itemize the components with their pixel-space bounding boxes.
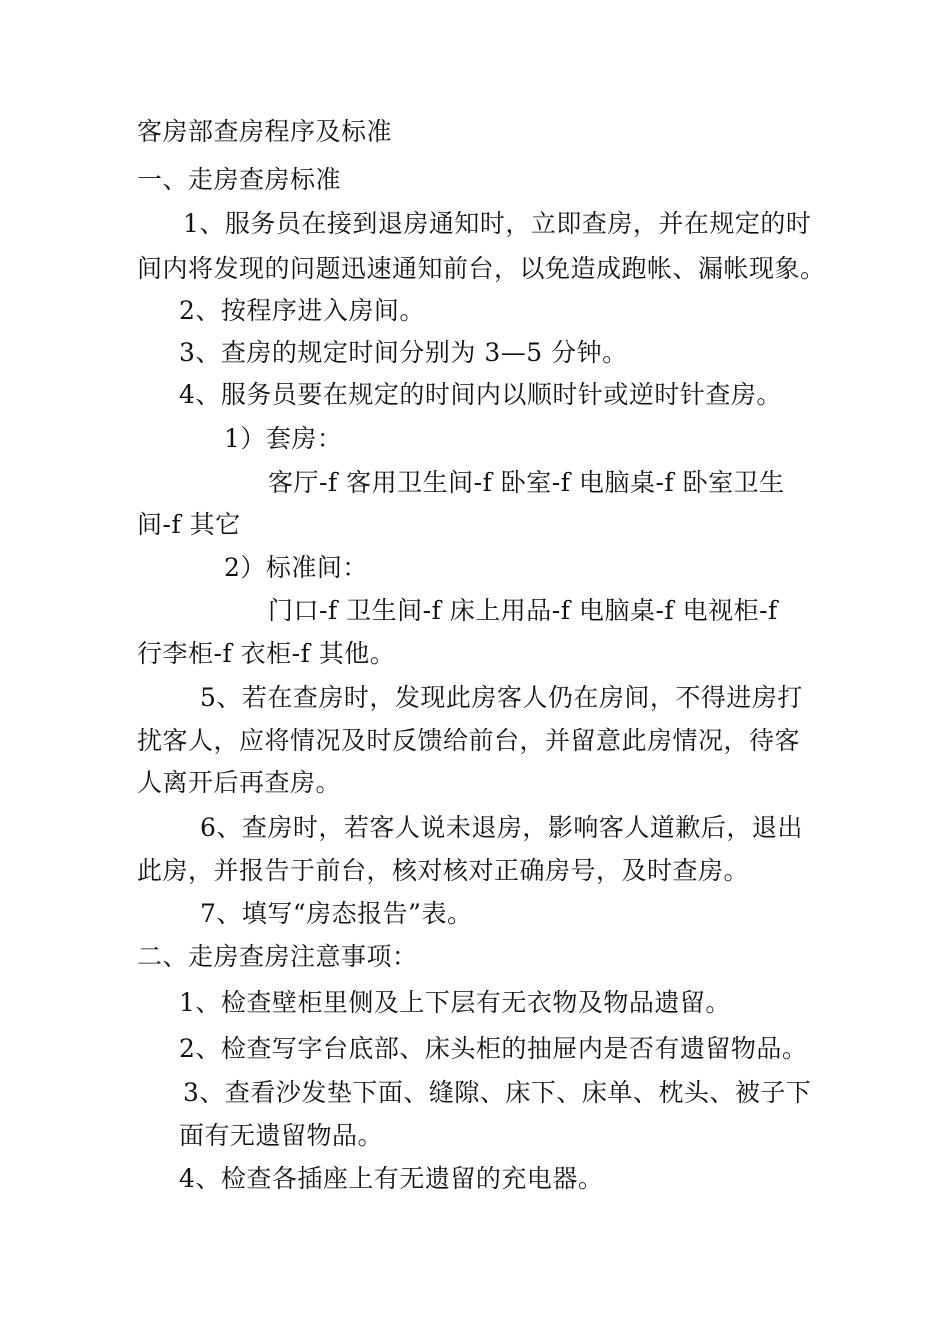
section2-heading: 二、走房查房注意事项： bbox=[137, 942, 418, 971]
section2-item4: 4、检查各插座上有无遗留的充电器。 bbox=[179, 1164, 604, 1193]
section1-item5-line1: 5、若在查房时，发现此房客人仍在房间，不得进房打 bbox=[200, 683, 803, 712]
section1-item5-line2: 扰客人，应将情况及时反馈给前台，并留意此房情况，待客 bbox=[137, 726, 801, 755]
section2-item3-line1: 3、查看沙发垫下面、缝隙、床下、床单、枕头、被子下 bbox=[183, 1078, 812, 1107]
section1-item1-line1: 1、服务员在接到退房通知时，立即查房，并在规定的时 bbox=[183, 209, 812, 238]
section1-item1-line2: 间内将发现的问题迅速通知前台，以免造成跑帐、漏帐现象。 bbox=[137, 254, 826, 283]
section1-sub1-label: 1）套房： bbox=[224, 424, 343, 453]
section1-item6-line1: 6、查房时，若客人说未退房，影响客人道歉后，退出 bbox=[200, 813, 803, 842]
section1-sub2-line1: 门口-f 卫生间-f 床上用品-f 电脑桌-f 电视柜-f bbox=[268, 596, 778, 625]
section1-sub1-line1: 客厅-f 客用卫生间-f 卧室-f 电脑桌-f 卧室卫生 bbox=[268, 468, 785, 497]
section1-item6-line2: 此房，并报告于前台，核对核对正确房号，及时查房。 bbox=[137, 856, 750, 885]
section1-item4: 4、服务员要在规定的时间内以顺时针或逆时针查房。 bbox=[179, 380, 782, 409]
section1-heading: 一、走房查房标准 bbox=[137, 165, 342, 194]
section1-item2: 2、按程序进入房间。 bbox=[179, 296, 425, 325]
section1-item3: 3、查房的规定时间分别为 3—5 分钟。 bbox=[179, 338, 628, 367]
section1-sub2-label: 2）标准间： bbox=[224, 553, 368, 582]
section1-sub2-line2: 行李柜-f 衣柜-f 其他。 bbox=[137, 639, 396, 668]
section2-item1: 1、检查壁柜里侧及上下层有无衣物及物品遗留。 bbox=[179, 988, 731, 1017]
section1-item5-line3: 人离开后再查房。 bbox=[137, 768, 342, 797]
section2-item2: 2、检查写字台底部、床头柜的抽屉内是否有遗留物品。 bbox=[179, 1034, 808, 1063]
section2-item3-line2: 面有无遗留物品。 bbox=[179, 1121, 384, 1150]
document-title: 客房部查房程序及标准 bbox=[137, 117, 393, 146]
section1-sub1-line2: 间-f 其它 bbox=[137, 510, 241, 539]
section1-item7: 7、填写“房态报告”表。 bbox=[200, 899, 473, 928]
